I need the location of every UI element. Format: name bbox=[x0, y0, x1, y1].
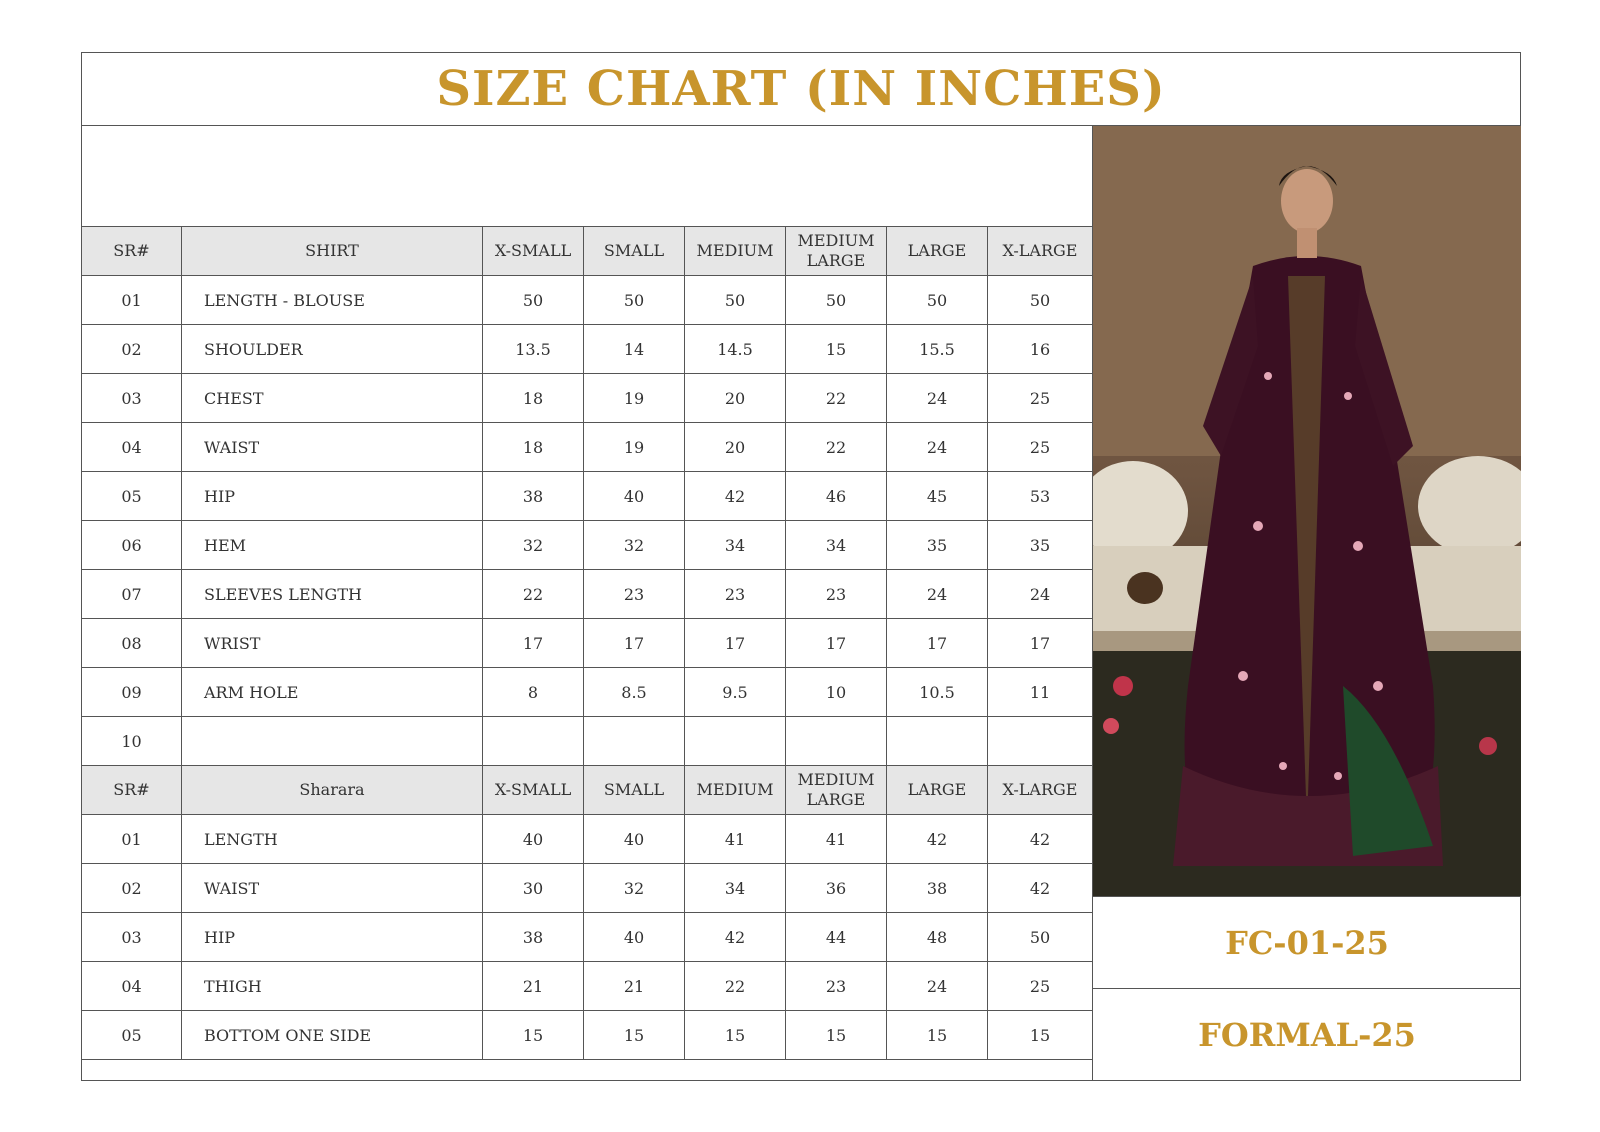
measurement-value: 13.5 bbox=[483, 325, 584, 374]
measurement-value: 20 bbox=[685, 423, 786, 472]
table-row bbox=[82, 325, 1093, 374]
measurement-name: ARM HOLE bbox=[182, 668, 483, 717]
measurement-value: 34 bbox=[685, 864, 786, 913]
table-row bbox=[82, 423, 1093, 472]
measurement-value: 38 bbox=[483, 472, 584, 521]
measurement-value: 16 bbox=[988, 325, 1093, 374]
measurement-value: 10.5 bbox=[887, 668, 988, 717]
measurement-value: 53 bbox=[988, 472, 1093, 521]
size-column-header: X-LARGE bbox=[988, 766, 1093, 815]
measurement-value: 15 bbox=[786, 1011, 887, 1060]
measurement-value: 20 bbox=[685, 374, 786, 423]
measurement-name: BOTTOM ONE SIDE bbox=[182, 1011, 483, 1060]
size-column-header: SMALL bbox=[584, 227, 685, 276]
product-code: FC-01-25 bbox=[1092, 896, 1521, 988]
table-row bbox=[82, 374, 1093, 423]
measurement-value: 22 bbox=[483, 570, 584, 619]
measurement-value bbox=[786, 717, 887, 766]
row-number: 04 bbox=[82, 423, 182, 472]
measurement-name: THIGH bbox=[182, 962, 483, 1011]
measurement-name: HIP bbox=[182, 913, 483, 962]
measurement-value: 17 bbox=[988, 619, 1093, 668]
row-number: 10 bbox=[82, 717, 182, 766]
table-row bbox=[82, 619, 1093, 668]
measurement-value: 25 bbox=[988, 423, 1093, 472]
measurement-value: 25 bbox=[988, 962, 1093, 1011]
row-number: 03 bbox=[82, 374, 182, 423]
shirt-name-header: SHIRT bbox=[182, 227, 483, 276]
measurement-value: 50 bbox=[685, 276, 786, 325]
measurement-value: 17 bbox=[685, 619, 786, 668]
measurement-value: 24 bbox=[988, 570, 1093, 619]
measurement-name: WAIST bbox=[182, 423, 483, 472]
measurement-value: 15 bbox=[685, 1011, 786, 1060]
measurement-value: 23 bbox=[584, 570, 685, 619]
table-row bbox=[82, 913, 1093, 962]
table-row bbox=[82, 815, 1093, 864]
measurement-value: 24 bbox=[887, 374, 988, 423]
measurement-value bbox=[685, 717, 786, 766]
model-photo bbox=[1092, 126, 1521, 896]
table-row bbox=[82, 472, 1093, 521]
measurement-value: 8 bbox=[483, 668, 584, 717]
size-column-header: MEDIUM LARGE bbox=[786, 227, 887, 276]
measurement-value: 40 bbox=[584, 472, 685, 521]
measurement-value bbox=[988, 717, 1093, 766]
measurement-value: 19 bbox=[584, 423, 685, 472]
size-column-header: X-SMALL bbox=[483, 766, 584, 815]
row-number: 01 bbox=[82, 815, 182, 864]
measurement-value: 40 bbox=[483, 815, 584, 864]
measurement-value: 35 bbox=[988, 521, 1093, 570]
measurement-value: 34 bbox=[786, 521, 887, 570]
measurement-value: 40 bbox=[584, 913, 685, 962]
row-number: 06 bbox=[82, 521, 182, 570]
measurement-name: HEM bbox=[182, 521, 483, 570]
measurement-name: SLEEVES LENGTH bbox=[182, 570, 483, 619]
measurement-value: 32 bbox=[584, 521, 685, 570]
row-number: 01 bbox=[82, 276, 182, 325]
sharara-header-row bbox=[82, 766, 1093, 815]
measurement-value: 24 bbox=[887, 962, 988, 1011]
measurement-value: 23 bbox=[786, 962, 887, 1011]
row-number: 05 bbox=[82, 1011, 182, 1060]
page-title: SIZE CHART (IN INCHES) bbox=[81, 52, 1521, 126]
measurement-value: 42 bbox=[887, 815, 988, 864]
measurement-value: 42 bbox=[988, 815, 1093, 864]
measurement-value: 17 bbox=[584, 619, 685, 668]
measurement-value: 15 bbox=[887, 1011, 988, 1060]
measurement-value: 14.5 bbox=[685, 325, 786, 374]
size-column-header: MEDIUM bbox=[685, 766, 786, 815]
sharara-name-header: Sharara bbox=[182, 766, 483, 815]
measurement-value: 44 bbox=[786, 913, 887, 962]
measurement-value: 17 bbox=[887, 619, 988, 668]
table-row bbox=[82, 1011, 1093, 1060]
measurement-value: 15.5 bbox=[887, 325, 988, 374]
measurement-value: 23 bbox=[685, 570, 786, 619]
measurement-value: 18 bbox=[483, 423, 584, 472]
measurement-value: 10 bbox=[786, 668, 887, 717]
measurement-value: 42 bbox=[685, 913, 786, 962]
measurement-value: 22 bbox=[685, 962, 786, 1011]
shirt-header-row bbox=[82, 227, 1093, 276]
measurement-value bbox=[584, 717, 685, 766]
measurement-value: 17 bbox=[483, 619, 584, 668]
measurement-value: 22 bbox=[786, 374, 887, 423]
measurement-value: 21 bbox=[584, 962, 685, 1011]
measurement-value: 38 bbox=[483, 913, 584, 962]
row-number: 02 bbox=[82, 864, 182, 913]
blank-area bbox=[81, 126, 1092, 226]
size-column-header: SMALL bbox=[584, 766, 685, 815]
measurement-value: 41 bbox=[786, 815, 887, 864]
measurement-value: 14 bbox=[584, 325, 685, 374]
row-number: 08 bbox=[82, 619, 182, 668]
measurement-value: 46 bbox=[786, 472, 887, 521]
size-column-header: LARGE bbox=[887, 766, 988, 815]
measurement-value: 15 bbox=[786, 325, 887, 374]
measurement-value: 32 bbox=[483, 521, 584, 570]
measurement-value: 50 bbox=[786, 276, 887, 325]
measurement-value: 40 bbox=[584, 815, 685, 864]
table-row bbox=[82, 864, 1093, 913]
measurement-value: 50 bbox=[584, 276, 685, 325]
size-column-header: MEDIUM bbox=[685, 227, 786, 276]
size-table bbox=[81, 226, 1093, 1060]
measurement-value bbox=[483, 717, 584, 766]
table-row bbox=[82, 570, 1093, 619]
measurement-value: 11 bbox=[988, 668, 1093, 717]
measurement-value: 15 bbox=[988, 1011, 1093, 1060]
measurement-value: 45 bbox=[887, 472, 988, 521]
measurement-name: WAIST bbox=[182, 864, 483, 913]
measurement-name: SHOULDER bbox=[182, 325, 483, 374]
measurement-name bbox=[182, 717, 483, 766]
row-number: 09 bbox=[82, 668, 182, 717]
table-row bbox=[82, 521, 1093, 570]
measurement-name: CHEST bbox=[182, 374, 483, 423]
measurement-value: 19 bbox=[584, 374, 685, 423]
size-column-header: MEDIUM LARGE bbox=[786, 766, 887, 815]
measurement-value: 24 bbox=[887, 570, 988, 619]
measurement-value: 50 bbox=[988, 276, 1093, 325]
measurement-value bbox=[887, 717, 988, 766]
measurement-name: WRIST bbox=[182, 619, 483, 668]
measurement-value: 15 bbox=[584, 1011, 685, 1060]
measurement-value: 32 bbox=[584, 864, 685, 913]
measurement-value: 35 bbox=[887, 521, 988, 570]
measurement-value: 24 bbox=[887, 423, 988, 472]
table-row bbox=[82, 276, 1093, 325]
measurement-value: 18 bbox=[483, 374, 584, 423]
measurement-value: 15 bbox=[483, 1011, 584, 1060]
measurement-value: 8.5 bbox=[584, 668, 685, 717]
table-row bbox=[82, 668, 1093, 717]
size-column-header: X-LARGE bbox=[988, 227, 1093, 276]
size-column-header: X-SMALL bbox=[483, 227, 584, 276]
measurement-value: 50 bbox=[988, 913, 1093, 962]
table-row bbox=[82, 962, 1093, 1011]
measurement-name: LENGTH - BLOUSE bbox=[182, 276, 483, 325]
row-number: 05 bbox=[82, 472, 182, 521]
measurement-name: HIP bbox=[182, 472, 483, 521]
measurement-value: 34 bbox=[685, 521, 786, 570]
measurement-value: 50 bbox=[483, 276, 584, 325]
measurement-value: 9.5 bbox=[685, 668, 786, 717]
row-number: 04 bbox=[82, 962, 182, 1011]
measurement-value: 48 bbox=[887, 913, 988, 962]
measurement-value: 42 bbox=[685, 472, 786, 521]
measurement-value: 41 bbox=[685, 815, 786, 864]
measurement-value: 50 bbox=[887, 276, 988, 325]
measurement-value: 38 bbox=[887, 864, 988, 913]
measurement-value: 42 bbox=[988, 864, 1093, 913]
row-number: 02 bbox=[82, 325, 182, 374]
measurement-value: 21 bbox=[483, 962, 584, 1011]
row-number: 03 bbox=[82, 913, 182, 962]
collection-name: FORMAL-25 bbox=[1092, 988, 1521, 1081]
measurement-value: 36 bbox=[786, 864, 887, 913]
sr-header: SR# bbox=[82, 227, 182, 276]
measurement-name: LENGTH bbox=[182, 815, 483, 864]
size-column-header: LARGE bbox=[887, 227, 988, 276]
measurement-value: 23 bbox=[786, 570, 887, 619]
table-row bbox=[82, 717, 1093, 766]
measurement-value: 25 bbox=[988, 374, 1093, 423]
measurement-value: 17 bbox=[786, 619, 887, 668]
measurement-value: 22 bbox=[786, 423, 887, 472]
measurement-value: 30 bbox=[483, 864, 584, 913]
row-number: 07 bbox=[82, 570, 182, 619]
sr-header: SR# bbox=[82, 766, 182, 815]
